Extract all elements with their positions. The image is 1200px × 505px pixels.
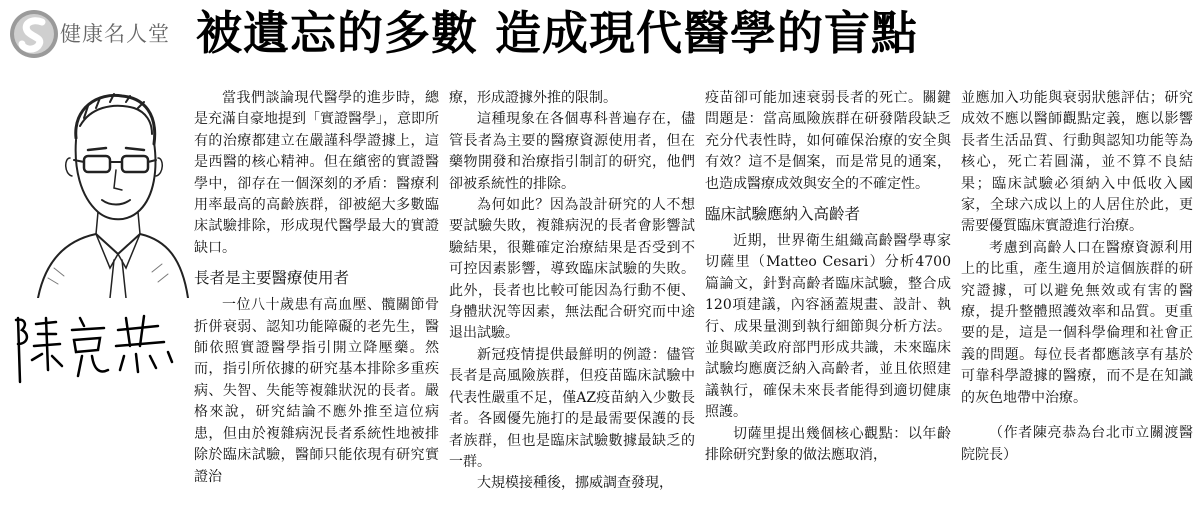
article-paragraph: 這種現象在各個專科普遍存在，儘管長者為主要的醫療資源使用者，但在藥物開發和治療指引制訂的研究，他們卻被系統性的排除。 xyxy=(449,111,695,192)
author-signature xyxy=(8,300,178,390)
article-paragraph: 近期，世界衛生組織高齡醫學專家切薩里（Matteo Cesari）分析4700篇論文，針對高齡者臨床試驗，整合成120項建議，內容涵蓋規畫、設計、執行、成果量測到執行細節與分析方法。並與歐美政府部門形成共識，未來臨床試驗均應廣泛納入高齡者，並且依照建議執行，確保未來長者能得到適切健康照護。 xyxy=(705,233,951,421)
article-column-4 xyxy=(961,88,1193,503)
article-column-3 xyxy=(705,88,951,503)
article-paragraph: 為何如此？因為設計研究的人不想要試驗失敗，複雜病況的長者會影響試驗結果，很難確定治療結果是否受到不可控因素影響，導致臨床試驗的失敗。此外，長者也比較可能因為行動不便、身體狀況等因素，無法配合研究而中途退出試驗。 xyxy=(449,197,695,342)
article-paragraph: 疫苗卻可能加速衰弱長者的死亡。關鍵問題是：當高風險族群在研發階段缺乏充分代表性時，如何確保治療的安全與有效？這不是個案，而是常見的通案，也造成醫療成效與安全的不確定性。 xyxy=(705,90,951,192)
author-byline: （作者陳亮恭為台北市立關渡醫院院長） xyxy=(961,425,1193,463)
author-portrait-illustration xyxy=(18,78,190,298)
column-name: 健康名人堂 xyxy=(60,22,170,46)
article-paragraph: 並應加入功能與衰弱狀態評估；研究成效不應以醫師觀點定義，應以影響長者生活品質、行動與認知功能等為核心，死亡若圓滿，並不算不良結果；臨床試驗必須納入中低收入國家，全球六成以上的人居住於此，更需要優質臨床實證進行治療。 xyxy=(961,90,1193,235)
article-paragraph: 一位八十歲患有高血壓、髖關節骨折併衰弱、認知功能障礙的老先生，醫師依照實證醫學指引開立降壓藥。然而，指引所依據的研究基本排除多重疾病、失智、失能等複雜狀況的長者。嚴格來說，研究結論不應外推至這位病患，但由於複雜病況長者系統性地被排除於臨床試驗，醫師只能依現有研究實證治 xyxy=(194,297,439,485)
article-paragraph: 療，形成證據外推的限制。 xyxy=(449,90,617,106)
article-column-1 xyxy=(194,88,439,503)
masthead xyxy=(0,0,1200,72)
article-paragraph: 新冠疫情提供最鮮明的例證：儘管長者是高風險族群，但疫苗臨床試驗中代表性嚴重不足，僅AZ疫苗納入少數長者。各國優先施打的是最需要保護的長者族群，但也是臨床試驗數據最缺乏的一群。 xyxy=(449,346,695,470)
section-heading: 臨床試驗應納入高齡者 xyxy=(705,205,861,224)
article-paragraph: 大規模接種後，挪威調查發現， xyxy=(477,475,673,492)
article-paragraph: 當我們談論現代醫學的進步時，總是充滿自豪地提到「實證醫學」，意即所有的治療都建立在嚴謹科學證據上，這是西醫的核心精神。但在繽密的實證醫學中，卻存在一個深刻的矛盾：醫療利用率最高的高齡族群，卻被絕大多數臨床試驗排除，形成現代醫學最大的實證缺口。 xyxy=(194,90,439,256)
section-heading: 長者是主要醫療使用者 xyxy=(194,269,350,288)
article-column-2 xyxy=(449,88,695,503)
headline: 被遺忘的多數 造成現代醫學的盲點 xyxy=(196,6,919,60)
health-hall-logo-icon xyxy=(8,8,60,60)
article-paragraph: 考慮到高齡人口在醫療資源利用上的比重，產生適用於這個族群的研究證據，可以避免無效或有害的醫療，提升整體照護效率和品質。更重要的是，這是一個科學倫理和社會正義的問題。每位長者都應該享有基於可靠科學證據的醫療，而不是在知識的灰色地帶中治療。 xyxy=(961,239,1193,406)
article-paragraph: 切薩里提出幾個核心觀點：以年齡排除研究對象的做法應取消， xyxy=(705,425,951,464)
